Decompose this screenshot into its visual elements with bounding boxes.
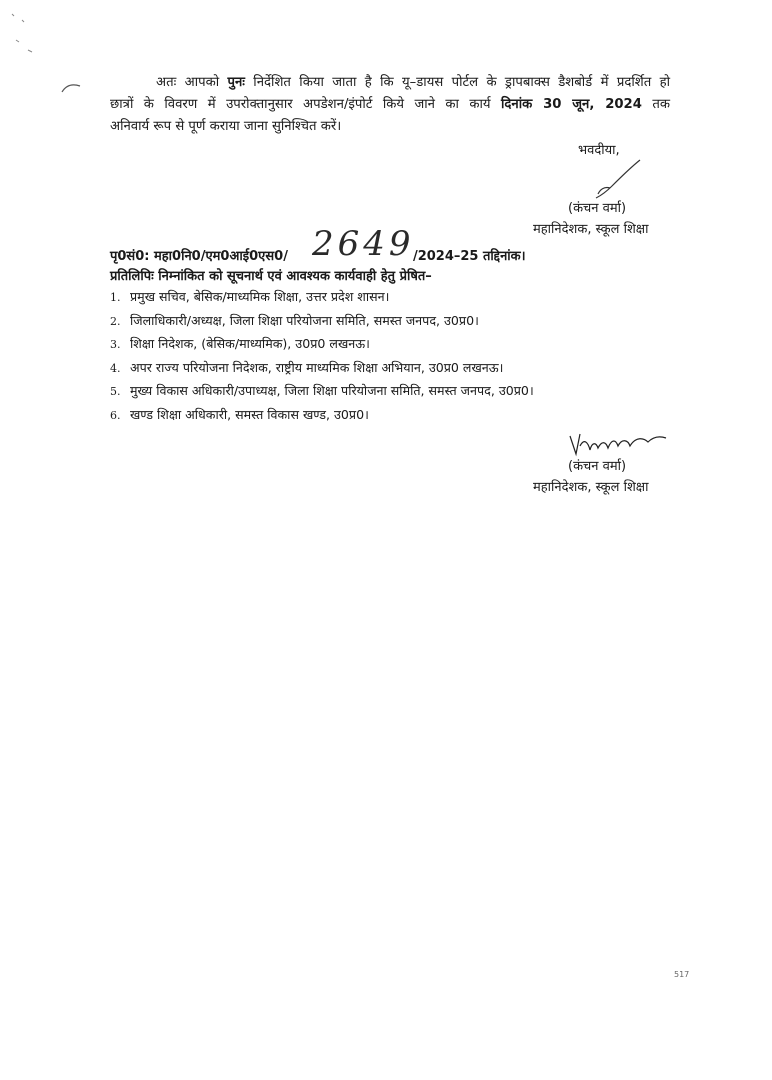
handwritten-dispatch-number: 2649 (312, 224, 415, 264)
list-item: 4. अपर राज्य परियोजना निदेशक, राष्ट्रीय माध्यमिक शिक्षा अभियान, उ0प्र0 लखनऊ। (110, 359, 504, 375)
second-signatory-title: महानिदेशक, स्कूल शिक्षा (533, 480, 649, 495)
reference-suffix: /2024–25 तद्दिनांक। (412, 249, 526, 264)
list-item: 3. शिक्षा निदेशक, (बेसिक/माध्यमिक), उ0प्र0 लखनऊ। (110, 336, 370, 351)
second-signatory-name: (कंचन वर्मा) (568, 459, 627, 474)
signatory-title: महानिदेशक, स्कूल शिक्षा (533, 222, 649, 237)
closing-salutation: भवदीया, (578, 143, 620, 158)
paragraph-line-1: अतः आपको पुनः निर्देशित किया जाता है कि यू–डायस पोर्टल के ड्रापबाक्स डैशबोर्ड में प्रदर्शित हो (156, 75, 670, 90)
copy-to-heading: प्रतिलिपिः निम्नांकित को सूचनार्थ एवं आवश्यक कार्यवाही हेतु प्रेषित– (110, 269, 432, 284)
list-item: 2. जिलाधिकारी/अध्यक्ष, जिला शिक्षा परियोजना समिति, समस्त जनपद, उ0प्र0। (110, 312, 479, 328)
list-item: 1. प्रमुख सचिव, बेसिक/माध्यमिक शिक्षा, उत्तर प्रदेश शासन। (110, 289, 390, 304)
reference-prefix: पृ0सं0: महा0नि0/एम0आई0एस0/ (110, 249, 288, 264)
page-number: 517 (674, 970, 690, 979)
list-item: 5. मुख्य विकास अधिकारी/उपाध्यक्ष, जिला शिक्षा परियोजना समिति, समस्त जनपद, उ0प्र0। (110, 383, 534, 398)
list-item: 6. खण्ड शिक्षा अधिकारी, समस्त विकास खण्ड, उ0प्र0। (110, 406, 369, 422)
instruction-paragraph (110, 72, 670, 138)
signature-mark-1 (590, 156, 646, 200)
signature-mark-2 (566, 428, 670, 458)
scan-mark-margin (60, 80, 84, 94)
paragraph-line-2: छात्रों के विवरण में उपरोक्तानुसार अपडेशन/इंपोर्ट किये जाने का कार्य दिनांक 30 जून, 2024 तक (110, 97, 670, 112)
copy-to-list (110, 286, 534, 427)
scan-mark-top-left (8, 10, 48, 54)
paragraph-line-3: अनिवार्य रूप से पूर्ण कराया जाना सुनिश्चित करें। (110, 119, 342, 134)
signatory-name: (कंचन वर्मा) (568, 201, 627, 216)
